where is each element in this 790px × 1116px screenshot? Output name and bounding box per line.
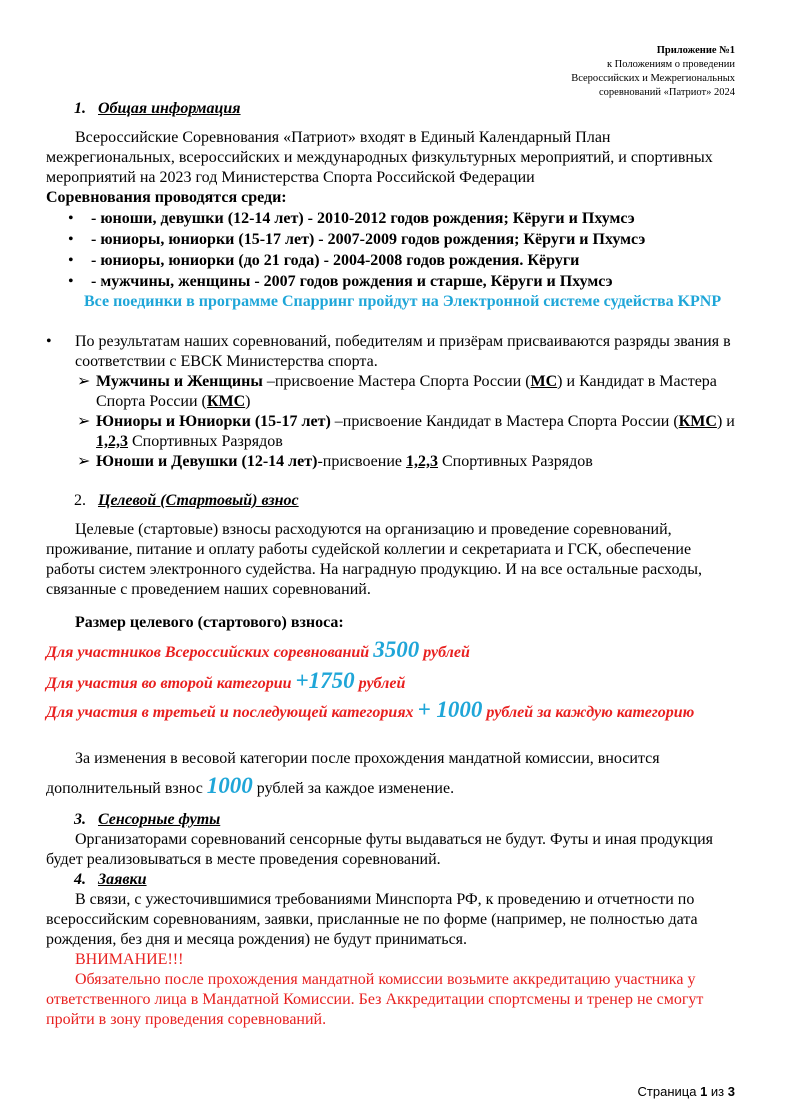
page-separator: из [707, 1084, 728, 1099]
list-item: • - юниоры, юниорки (15-17 лет) - 2007-2009 годов рождения; Кёруги и Пхумсэ [46, 229, 736, 250]
fee-line-further-categories [46, 698, 736, 725]
rank-text: -присвоение [317, 453, 406, 470]
fee-text: Для участия во второй категории [46, 675, 296, 692]
ranks-intro: По результатам наших соревнований, победителям и призёрам присваиваются разряды звания в соответствии с ЕВСК Министерства спорта. [75, 333, 731, 370]
rank-kms: КМС [206, 393, 246, 410]
rank-item [46, 372, 736, 412]
section-number: 1. [74, 100, 86, 117]
appendix-line: к Положениям о проведении [606, 59, 735, 70]
rank-item [46, 412, 736, 452]
attention-label: ВНИМАНИЕ!!! [75, 951, 184, 968]
rank-text: ) и [716, 413, 735, 430]
rank-text: ) [245, 393, 251, 410]
rank-numbers: 1,2,3 [96, 433, 128, 450]
appendix-line: Всероссийских и Межрегиональных [571, 73, 735, 84]
rank-text: ) и Кандидат в Мастера Спорта России ( [96, 373, 717, 410]
held-among-label: Соревнования проводятся среди: [46, 189, 287, 206]
arrow-bullet-icon: ➢ [77, 373, 91, 390]
section-title: Сенсорные футы [98, 811, 221, 828]
total-pages: 3 [727, 1084, 735, 1099]
section-number: 2. [74, 492, 86, 509]
fee-text: рублей [419, 644, 470, 661]
change-text: За изменения в весовой категории после прохождения мандатной комиссии, вносится дополнительный взнос [46, 750, 660, 797]
section-title: Заявки [98, 871, 147, 888]
fee-description: Целевые (стартовые) взносы расходуются на организацию и проведение соревнований, проживание, питание и оплату работы судейской коллегии и секретариата и ГСК, обеспечение работы систем электронного судейства. На наградную продукцию. И на все остальные расходы, связанные с проведением наших соревнований. [46, 521, 702, 598]
section-number: 4. [74, 871, 86, 888]
rank-text: –присвоение Кандидат в Мастера Спорта России ( [330, 413, 679, 430]
fee-amount: + 1000 [417, 697, 483, 722]
weight-change-paragraph [46, 745, 736, 802]
document-body [46, 99, 736, 1030]
appendix-header [571, 44, 735, 100]
page-counter [638, 1084, 735, 1099]
rank-kms: КМС [678, 413, 717, 430]
section-heading-general-info [46, 99, 736, 119]
fee-line-first-category [46, 636, 736, 667]
rank-text: Спортивных Разрядов [437, 453, 593, 470]
current-page: 1 [700, 1084, 708, 1099]
fee-amount: 3500 [373, 637, 420, 662]
section-title: Общая информация [98, 100, 241, 117]
section-title: Целевой (Стартовый) взнос [98, 492, 299, 509]
section-heading-fee [46, 491, 736, 511]
rank-item [46, 452, 736, 472]
fee-line-second-category [46, 667, 736, 698]
arrow-bullet-icon: ➢ [77, 453, 91, 470]
change-text: рублей за каждое изменение. [252, 780, 455, 797]
rank-group: Юноши и Девушки (12-14 лет) [96, 453, 318, 470]
list-item: • - юноши, девушки (12-14 лет) - 2010-2012 годов рождения; Кёруги и Пхумсэ [46, 208, 736, 229]
appendix-title: Приложение №1 [656, 45, 735, 56]
intro-paragraph: Всероссийские Соревнования «Патриот» входят в Единый Календарный План межрегиональных, всероссийских и международных физкультурных мероприятий, и спортивных мероприятий на 2023 год Министерства Спорта Российской Федерации [46, 129, 713, 186]
applications-paragraph: В связи, с ужесточившимися требованиями Минспорта РФ, к проведению и отчетности по всероссийским соревнованиям, заявки, присланные не по форме (например, не полностью дата рождения, без дня и месяца рождения) не будут приниматься. [46, 891, 698, 948]
page-label: Страница [637, 1084, 701, 1099]
section-heading-applications [46, 870, 736, 890]
rank-text: –присвоение Мастера Спорта России ( [262, 373, 531, 390]
fee-amount: +1750 [295, 668, 355, 693]
arrow-bullet-icon: ➢ [77, 413, 91, 430]
rank-text: Спортивных Разрядов [128, 433, 283, 450]
fee-text: рублей за каждую категорию [482, 704, 695, 721]
section-heading-sensors [46, 810, 736, 830]
rank-ms: МС [530, 373, 558, 390]
sensors-paragraph: Организаторами соревнований сенсорные футы выдаваться не будут. Футы и иная продукция будет реализовываться в месте проведения соревнований. [46, 831, 714, 868]
fee-size-title: Размер целевого (стартового) взноса: [75, 614, 344, 631]
kpnp-note: Все поединки в программе Спарринг пройдут на Электронной системе судейства KPNP [84, 293, 722, 310]
section-number: 3. [74, 811, 86, 828]
fee-text: Для участников Всероссийских соревнований [46, 644, 374, 661]
change-amount: 1000 [206, 773, 253, 798]
rank-numbers: 1,2,3 [405, 453, 438, 470]
fee-text: Для участия в третьей и последующей категориях [46, 704, 418, 721]
appendix-line: соревнований «Патриот» 2024 [599, 87, 735, 98]
fee-text: рублей [354, 675, 406, 692]
rank-group: Мужчины и Женщины [96, 373, 263, 390]
accreditation-warning: Обязательно после прохождения мандатной комиссии возьмите аккредитацию участника у ответственного лица в Мандатной Комиссии. Без Аккредитации спортсмены и тренер не смогут пройти в зону проведения соревнований. [46, 971, 704, 1028]
bullet-icon: • [46, 333, 52, 350]
list-item: • - юниоры, юниорки (до 21 года) - 2004-2008 годов рождения. Кёруги [46, 250, 736, 271]
rank-group: Юниоры и Юниорки (15-17 лет) [96, 413, 331, 430]
participant-groups-list [46, 208, 736, 292]
ranks-paragraph [46, 332, 736, 372]
list-item: • - мужчины, женщины - 2007 годов рождения и старше, Кёруги и Пхумсэ [46, 271, 736, 292]
